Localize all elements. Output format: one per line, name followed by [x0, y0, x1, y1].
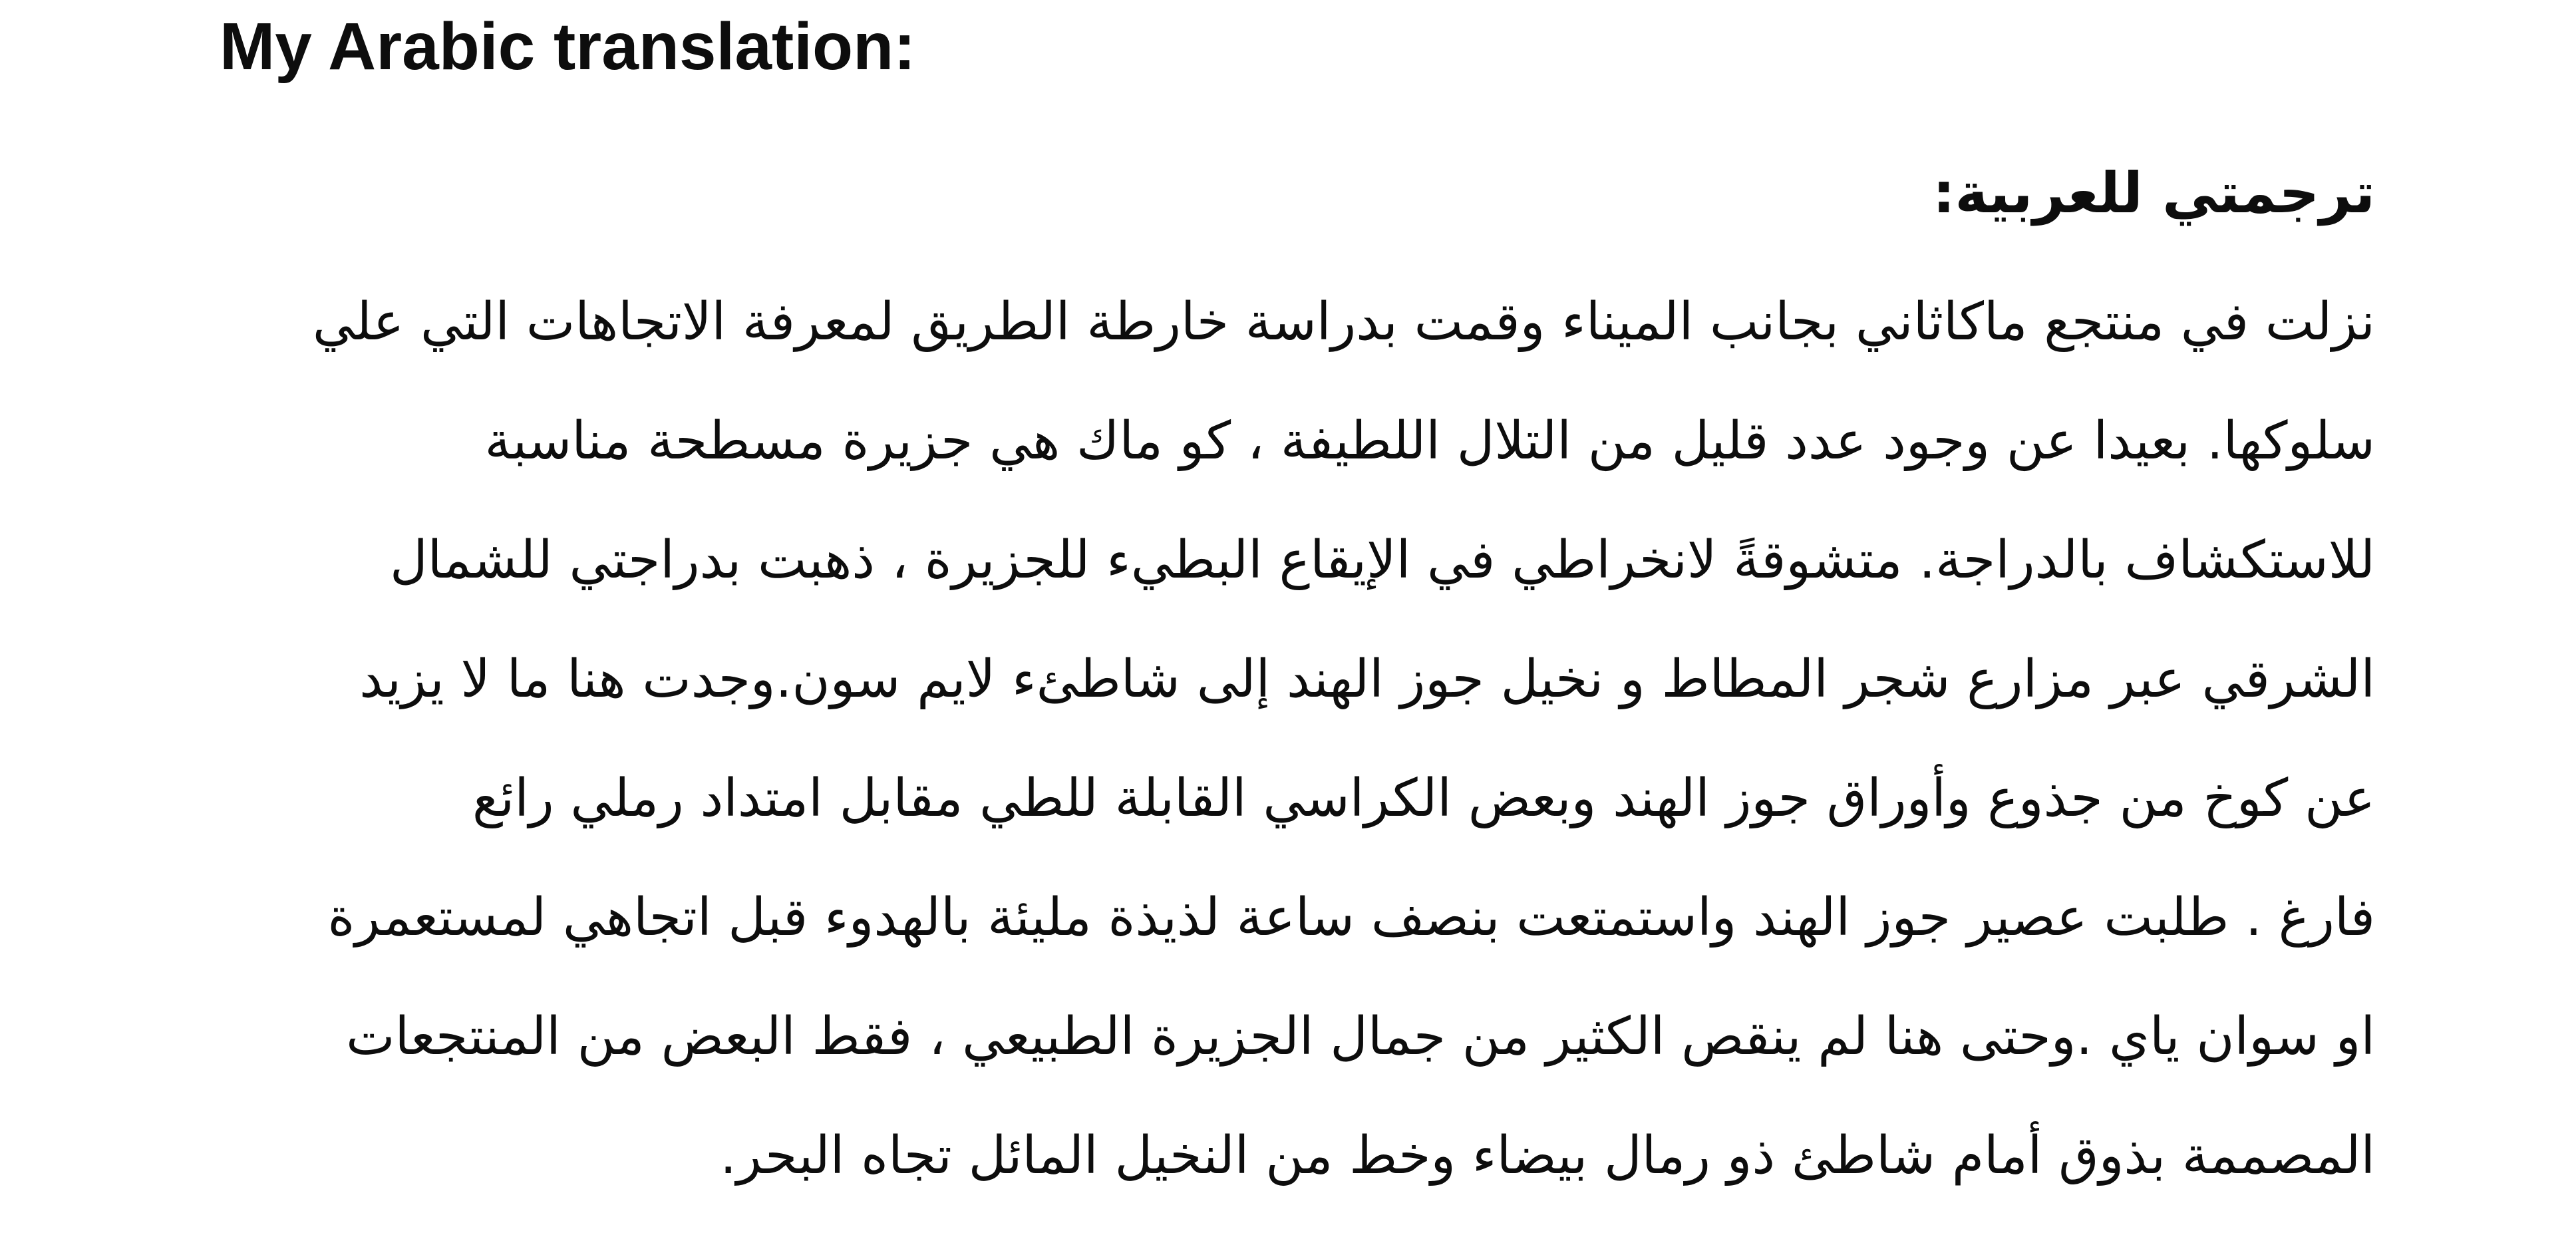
arabic-body-paragraph: [220, 263, 2375, 1216]
body-line: المصممة بذوق أمام شاطئ ذو رمال بيضاء وخط من النخيل المائل تجاه البحر.: [720, 1126, 2375, 1186]
body-line: نزلت في منتجع ماكاثاني بجانب الميناء وقمت بدراسة خارطة الطريق لمعرفة الاتجاهات التي علي: [312, 292, 2375, 352]
page-heading: My Arabic translation:: [220, 9, 916, 84]
body-line: للاستكشاف بالدراجة. متشوقةً لانخراطي في الإيقاع البطيء للجزيرة ، ذهبت بدراجتي للشمال: [390, 530, 2375, 590]
body-line: او سوان ياي .وحتى هنا لم ينقص الكثير من جمال الجزيرة الطبيعي ، فقط البعض من المنتجعات: [346, 1007, 2375, 1067]
body-line: سلوكها. بعيدا عن وجود عدد قليل من التلال اللطيفة ، كو ماك هي جزيرة مسطحة مناسبة: [484, 411, 2375, 471]
body-line: فارغ . طلبت عصير جوز الهند واستمتعت بنصف ساعة لذيذة مليئة بالهدوء قبل اتجاهي لمستعمرة: [327, 888, 2375, 948]
body-line: عن كوخ من جذوع وأوراق جوز الهند وبعض الكراسي القابلة للطي مقابل امتداد رملي رائع: [472, 769, 2375, 828]
arabic-title: ترجمتي للعربية:: [1932, 160, 2375, 226]
body-line: الشرقي عبر مزارع شجر المطاط و نخيل جوز الهند إلى شاطئء لايم سون.وجدت هنا ما لا يزيد: [359, 649, 2375, 709]
